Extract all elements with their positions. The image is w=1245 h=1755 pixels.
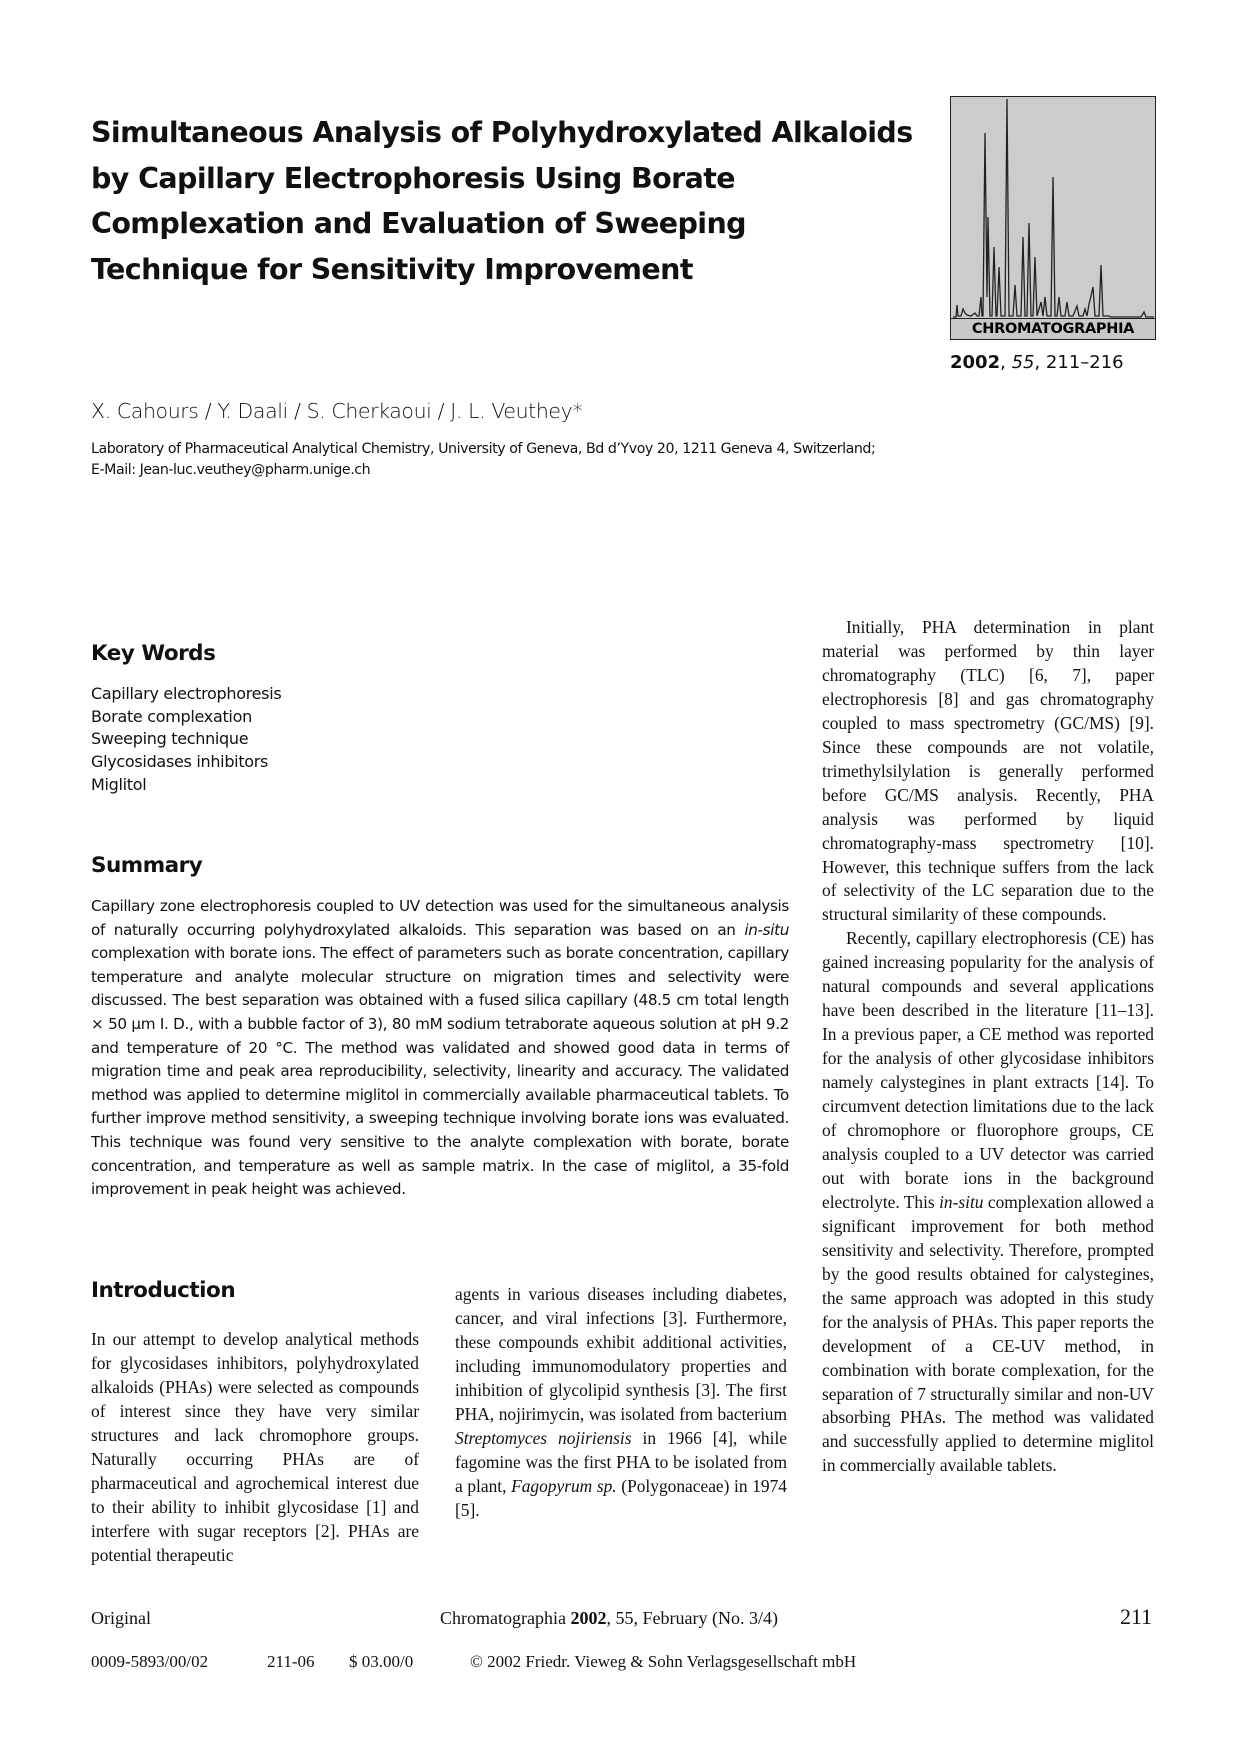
citation-volume: 55 [1011,352,1035,373]
price: $ 03.00/0 [349,1652,414,1671]
keyword-item: Capillary electrophoresis [91,684,282,703]
citation: 2002, 55, 211–216 [950,352,1124,373]
keyword-item: Miglitol [91,774,147,794]
keywords-heading: Key Words [91,641,216,666]
summary-heading: Summary [91,853,203,878]
intro-paragraph: Recently, capillary electrophoresis (CE) has gained increasing popularity for the analysis of natural compounds and several applications have been described in the literature [11–13]. In a previous paper, a CE method was reported for the analysis of other glycosidase inhibitors namely calystegines in plant extracts [14]. To circumvent detection limitations due to the lack of chromophore or fluorophore groups, CE analysis coupled to a UV detector was carried out with borate ions in the background electrolyte. This in-situ complexation allowed a significant improvement for both method sensitivity and selectivity. Therefore, prompted by the good results obtained for calystegines, the same approach was adopted in this study for the analysis of PHAs. This paper reports the development of a CE-UV method, in combination with borate complexation, for the separation of 7 structurally similar and non-UV absorbing PHAs. The method was validated and successfully applied to determine miglitol in commercially available tablets. [822,928,1155,1476]
intro-paragraph: In our attempt to develop analytical methods for glycosidases inhibitors, polyhydroxylated alkaloids (PHAs) were selected as compounds of interest since they have very similar structures and lack chromophore groups. Naturally occurring PHAs are of pharmaceutical and agrochemical interest due to their ability to inhibit glycosidase [1] and interfere with sugar receptors [2]. PHAs are potential therapeutic [91,1329,419,1565]
intro-column-3 [822,616,1154,1478]
keyword-item: Borate complexation [91,706,252,726]
title-line-4: Technique for Sensitivity Improvement [91,252,693,286]
summary-text: Capillary zone electrophoresis coupled to UV detection was used for the simultaneous analysis of naturally occurring polyhydroxylated alkaloids. This separation was based on an in-situ complexation with borate ions. The effect of parameters such as borate concentration, capillary temperature and analyte molecular structure on migration times and selectivity were discussed. The best separation was obtained with a fused silica capillary (48.5 cm total length × 50 µm I. D., with a bubble factor of 3), 80 mM sodium tetraborate aqueous solution at pH 9.2 and temperature of 20 °C. The method was validated and showed good data in terms of migration time and peak area reproducibility, selectivity, linearity and accuracy. The validated method was applied to determine miglitol in commercially available pharmaceutical tablets. To further improve method sensitivity, a sweeping technique involving borate ions was evaluated. This technique was found very sensitive to the analyte complexation with borate, borate concentration, and temperature as well as sample matrix. In the case of miglitol, a 35-fold improvement in peak height was achieved. [91,897,789,1199]
affiliation [91,439,875,481]
intro-column-2 [455,1283,787,1523]
intro-column-1 [91,1328,419,1568]
keyword-item: Sweeping technique [91,729,249,749]
authors: X. Cahours / Y. Daali / S. Cherkaoui / J. L. Veuthey* [91,399,583,423]
intro-paragraph: Initially, PHA determination in plant material was performed by thin layer chromatography (TLC) [6, 7], paper electrophoresis [8] and gas chromatography coupled to mass spectrometry (GC/MS) [9]. Since these compounds are not volatile, trimethylsilylation is generally performed before GC/MS analysis. Recently, PHA analysis was performed by liquid chromatography-mass spectrometry [10]. However, this technique suffers from the lack of selectivity of the LC separation due to the structural similarity of these compounds. [822,617,1154,925]
journal-reference: Chromatographia 2002, 55, February (No. 3/4) [440,1608,778,1628]
page-number: 211 [1120,1604,1153,1629]
article-type: Original [91,1608,151,1628]
title-line-1: Simultaneous Analysis of Polyhydroxylated Alkaloids [91,116,913,149]
intro-paragraph: agents in various diseases including diabetes, cancer, and viral infections [3]. Furthermore, these compounds exhibit additional activities, including immunomodulatory properties and inhibition of glycolipid synthesis [3]. The first PHA, nojirimycin, was isolated from bacterium Streptomyces nojiriensis in 1966 [4], while fagomine was the first PHA to be isolated from a plant, Fagopyrum sp. (Polygonaceae) in 1974 [5]. [455,1284,787,1520]
page-range-code: 211-06 [267,1652,315,1671]
journal-logo [950,96,1156,340]
keywords-list [91,683,281,797]
copyright: © 2002 Friedr. Vieweg & Sohn Verlagsgesellschaft mbH [470,1652,857,1671]
article-title [91,110,913,292]
issn: 0009-5893/00/02 [91,1652,209,1671]
affiliation-email[interactable]: E-Mail: Jean-luc.veuthey@pharm.unige.ch [91,462,371,478]
chromatogram-icon [951,97,1154,319]
title-line-3: Complexation and Evaluation of Sweeping [91,207,746,240]
affiliation-address: Laboratory of Pharmaceutical Analytical Chemistry, University of Geneva, Bd d’Yvoy 20, 1211 Geneva 4, Switzerland; [91,441,876,457]
introduction-heading: Introduction [91,1278,236,1303]
journal-logo-label: CHROMATOGRAPHIA [951,318,1155,339]
keyword-item: Glycosidases inhibitors [91,752,269,772]
citation-year: 2002 [950,352,1001,373]
citation-pages: 211–216 [1045,352,1124,373]
title-line-2: by Capillary Electrophoresis Using Borate [91,161,735,195]
